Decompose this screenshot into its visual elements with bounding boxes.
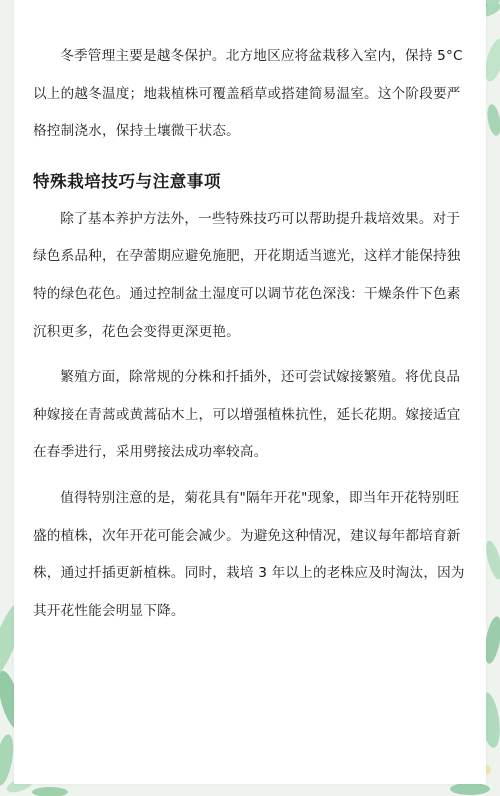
paragraph-special-techniques: 除了基本养护方法外，一些特殊技巧可以帮助提升栽培效果。对于绿色系品种，在孕蕾期应避免施肥，开花期适当遮光，这样才能保持独特的绿色花色。通过控制盆土湿度可以调节花色深浅：干燥条件下色素沉积更多，花色会变得更深更艳。 <box>33 210 461 340</box>
paragraph-propagation: 繁殖方面，除常规的分株和扦插外，还可尝试嫁接繁殖。将优良品种嫁接在青蒿或黄蒿砧木上，可以增强植株抗性，延长花期。嫁接适宜在春季进行，采用劈接法成功率较高。 <box>33 369 461 461</box>
section-heading: 特殊栽培技巧与注意事项 <box>33 171 222 191</box>
paragraph-winter-care: 冬季管理主要是越冬保护。北方地区应将盆栽移入室内，保持 5°C以上的越冬温度；地栽植株可覆盖稻草或搭建简易温室。这个阶段要严格控制浇水，保持土壤微干状态。 <box>33 48 463 140</box>
document-content <box>33 38 468 630</box>
paragraph-biennial-blooming: 值得特别注意的是，菊花具有"隔年开花"现象，即当年开花特别旺盛的植株，次年开花可能会减少。为避免这种情况，建议每年都培育新株，通过扦插更新植株。同时，栽培 3 年以上的老株应及时淘汰，因为其开花性能会明显下降。 <box>33 489 465 619</box>
